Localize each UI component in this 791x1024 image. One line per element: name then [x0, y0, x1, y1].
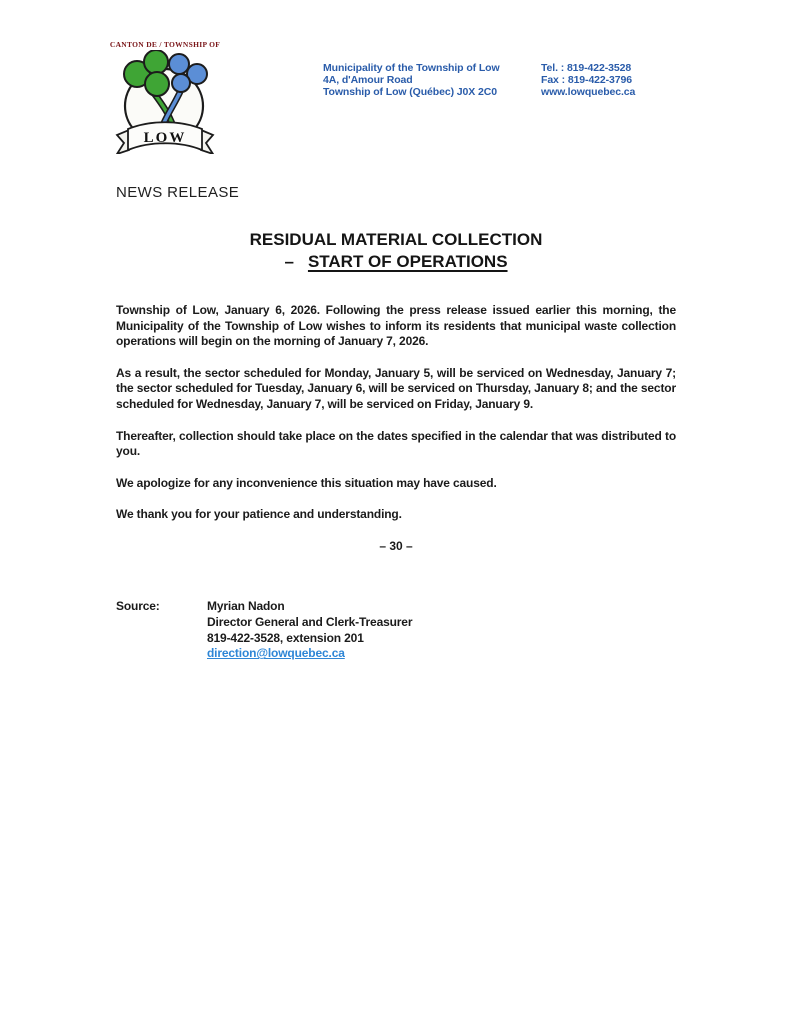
paragraph-3: Thereafter, collection should take place on the dates specified in the calendar that was distributed to you.	[116, 428, 676, 459]
website-url: www.lowquebec.ca	[541, 85, 636, 98]
tel-number: Tel. : 819-422-3528	[541, 62, 632, 74]
source-phone: 819-422-3528, extension 201	[207, 630, 364, 645]
letterhead-contact	[541, 63, 635, 98]
source-label: Source:	[116, 598, 160, 613]
paragraph-5: We thank you for your patience and understanding.	[116, 507, 402, 522]
source-details	[207, 599, 412, 662]
paragraph-2: As a result, the sector scheduled for Monday, January 5, will be serviced on Wednesday, January 7; the sector scheduled for Tuesday, January 6, will be serviced on Thursday, January 8; and the sector scheduled for Wednesday, January 7, will be serviced on Friday, January 9.	[116, 365, 676, 411]
source-block	[116, 599, 676, 662]
body-paragraphs	[116, 303, 676, 523]
paragraph-4: We apologize for any inconvenience this situation may have caused.	[116, 475, 497, 490]
municipality-name: Municipality of the Township of Low	[323, 62, 500, 74]
news-release-heading: NEWS RELEASE	[116, 184, 240, 201]
letterhead-address	[323, 63, 500, 98]
fax-number: Fax : 819-422-3796	[541, 73, 633, 86]
ribbon-low-text: LOW	[143, 130, 187, 146]
source-name: Myrian Nadon	[207, 598, 285, 613]
title-line-2	[116, 251, 676, 273]
title-underlined-text: START OF OPERATIONS	[307, 252, 508, 271]
title-dash: –	[284, 252, 294, 271]
paragraph-1: Township of Low, January 6, 2026. Following the press release issued earlier this morning, the Municipality of the Township of Low wishes to inform its residents that municipal waste collection operations will begin on the morning of January 7, 2026.	[116, 303, 676, 349]
logo-top-text: CANTON DE / TOWNSHIP OF	[109, 40, 221, 49]
township-crest-icon	[113, 50, 217, 154]
clover-blue-icon	[169, 54, 207, 92]
source-job-title: Director General and Clerk-Treasurer	[207, 614, 413, 629]
document-body	[116, 184, 676, 662]
city-postal: Township of Low (Québec) J0X 2C0	[323, 85, 497, 98]
document-title	[116, 229, 676, 273]
township-logo	[108, 40, 222, 154]
end-mark-30: – 30 –	[379, 538, 413, 553]
street-address: 4A, d'Amour Road	[323, 73, 413, 86]
email-link[interactable]: direction@lowquebec.ca	[207, 646, 345, 661]
title-line-1: RESIDUAL MATERIAL COLLECTION	[249, 230, 543, 249]
